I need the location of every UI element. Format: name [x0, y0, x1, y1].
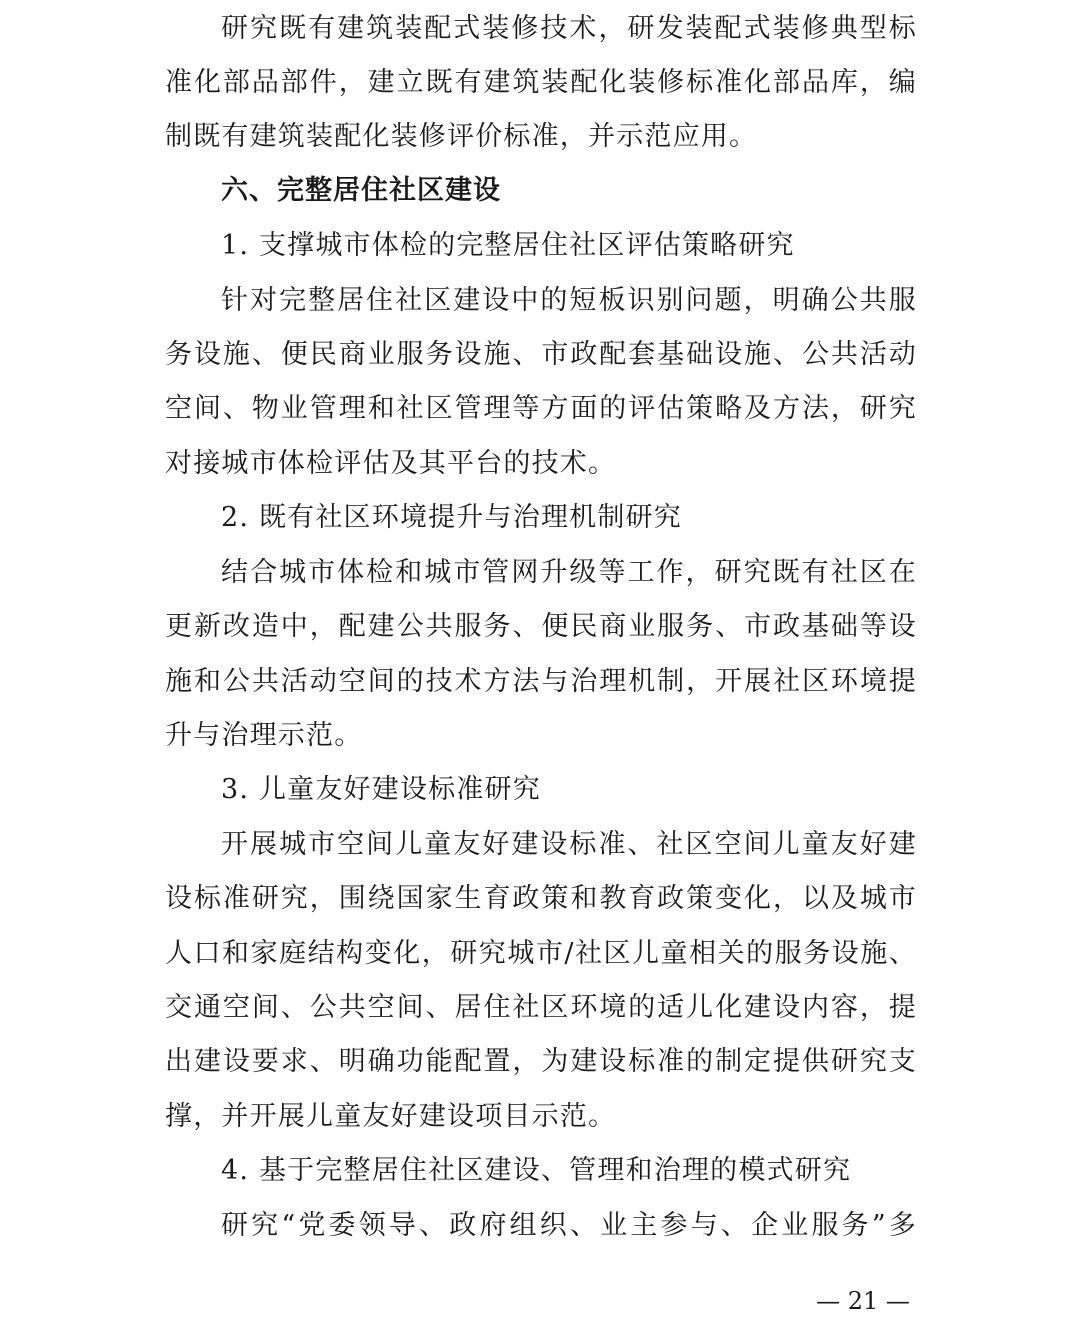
- subsection-heading: 2. 既有社区环境提升与治理机制研究: [221, 502, 682, 533]
- subsection-heading: 4. 基于完整居住社区建设、管理和治理的模式研究: [221, 1155, 852, 1186]
- paragraph-line: 空间、物业管理和社区管理等方面的评估策略及方法，研究: [165, 393, 917, 424]
- paragraph-line: 交通空间、公共空间、居住社区环境的适儿化建设内容，提: [165, 992, 917, 1023]
- paragraph-line: 升与治理示范。: [165, 720, 363, 751]
- paragraph-line: 撑，并开展儿童友好建设项目示范。: [165, 1101, 617, 1132]
- paragraph-line: 人口和家庭结构变化，研究城市/社区儿童相关的服务设施、: [165, 938, 917, 969]
- paragraph-line: 研究既有建筑装配式装修技术，研发装配式装修典型标: [221, 13, 917, 44]
- paragraph-line: 务设施、便民商业服务设施、市政配套基础设施、公共活动: [165, 339, 917, 370]
- paragraph-line: 对接城市体检评估及其平台的技术。: [165, 448, 617, 479]
- paragraph-line: 设标准研究，围绕国家生育政策和教育政策变化，以及城市: [165, 883, 917, 914]
- paragraph-line: 研究“党委领导、政府组织、业主参与、企业服务”多: [221, 1210, 917, 1241]
- paragraph-line: 制既有建筑装配化装修评价标准，并示范应用。: [165, 121, 758, 152]
- paragraph-line: 更新改造中，配建公共服务、便民商业服务、市政基础等设: [165, 611, 917, 642]
- paragraph-line: 针对完整居住社区建设中的短板识别问题，明确公共服: [221, 285, 917, 316]
- section-heading: 六、完整居住社区建设: [221, 175, 501, 206]
- subsection-heading: 1. 支撑城市体检的完整居住社区评估策略研究: [221, 230, 795, 261]
- paragraph-line: 出建设要求、明确功能配置，为建设标准的制定提供研究支: [165, 1046, 917, 1077]
- paragraph-line: 准化部品部件，建立既有建筑装配化装修标准化部品库，编: [165, 67, 917, 98]
- subsection-heading: 3. 儿童友好建设标准研究: [221, 774, 541, 805]
- paragraph-line: 开展城市空间儿童友好建设标准、社区空间儿童友好建: [221, 829, 917, 860]
- page-number: — 21 —: [816, 1287, 910, 1315]
- paragraph-line: 结合城市体检和城市管网升级等工作，研究既有社区在: [221, 557, 917, 588]
- paragraph-line: 施和公共活动空间的技术方法与治理机制，开展社区环境提: [165, 666, 917, 697]
